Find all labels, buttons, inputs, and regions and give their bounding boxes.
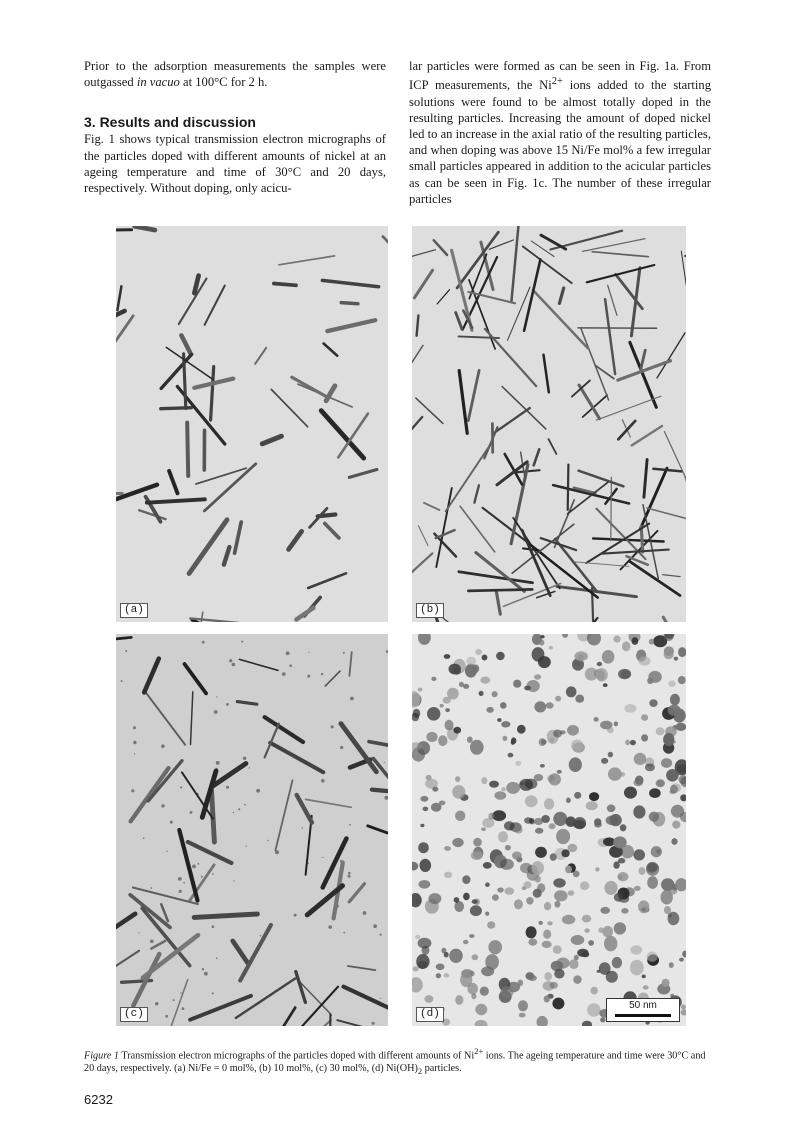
paragraph-continued: lar particles were formed as can be seen in Fig. 1a. From ICP measurements, the $Ni^{2+}$ ions added to the starting solutions were found to be almost totally doped in the resulting particles. Increasing the amount of doped nickel led to an increase in the axial ratio of the resulting particles, and when doping was above 15 Ni/Fe mol% a few irregular small particles appeared in addition to the acicular particles as can be seen in Fig. 1c. The number of these irregular particles [409, 59, 712, 206]
right-column [409, 58, 711, 207]
panel-label-b: (b) [416, 603, 444, 618]
panel-label-c: (c) [120, 1007, 148, 1022]
paragraph-outgassing: Prior to the adsorption measurements the samples were outgassed in vacuo at 100°C for 2 h. [84, 59, 386, 90]
scale-bar [606, 998, 680, 1022]
micrograph-panel-d [412, 634, 686, 1026]
figure-caption: Figure 1 Transmission electron micrographs of the particles doped with different amounts of $Ni^{2+}$ ions. The ageing temperature and time were 30°C and 20 days, respectively. (a) Ni/Fe = 0 mol%, (b) 10 mol%, (c) 30 mol%, (d) $Ni(OH)_2$ particles. [84, 1046, 706, 1077]
micrograph-d-image [412, 634, 686, 1026]
micrograph-panel-c [116, 634, 388, 1026]
section-heading: 3. Results and discussion [84, 114, 256, 131]
micrograph-b-image [412, 226, 686, 622]
caption-label: Figure 1 [84, 1050, 119, 1062]
scale-bar-line [615, 1014, 671, 1017]
italic-in-vacuo: in vacuo [136, 75, 180, 90]
panel-label-a: (a) [120, 603, 148, 618]
page-number: 6232 [84, 1092, 113, 1107]
micrograph-c-image [116, 634, 388, 1026]
micrograph-panel-b [412, 226, 686, 622]
panel-label-d: (d) [416, 1007, 444, 1022]
paragraph-results: Fig. 1 shows typical transmission electron micrographs of the particles doped with different amounts of nickel at an ageing temperature and time of 30°C and 20 days, respectively. Without doping, only acicu- [84, 132, 386, 196]
micrograph-a-image [116, 226, 388, 622]
scale-bar-label: 50 nm [629, 1000, 657, 1011]
left-column [84, 58, 386, 196]
micrograph-panel-a [116, 226, 388, 622]
